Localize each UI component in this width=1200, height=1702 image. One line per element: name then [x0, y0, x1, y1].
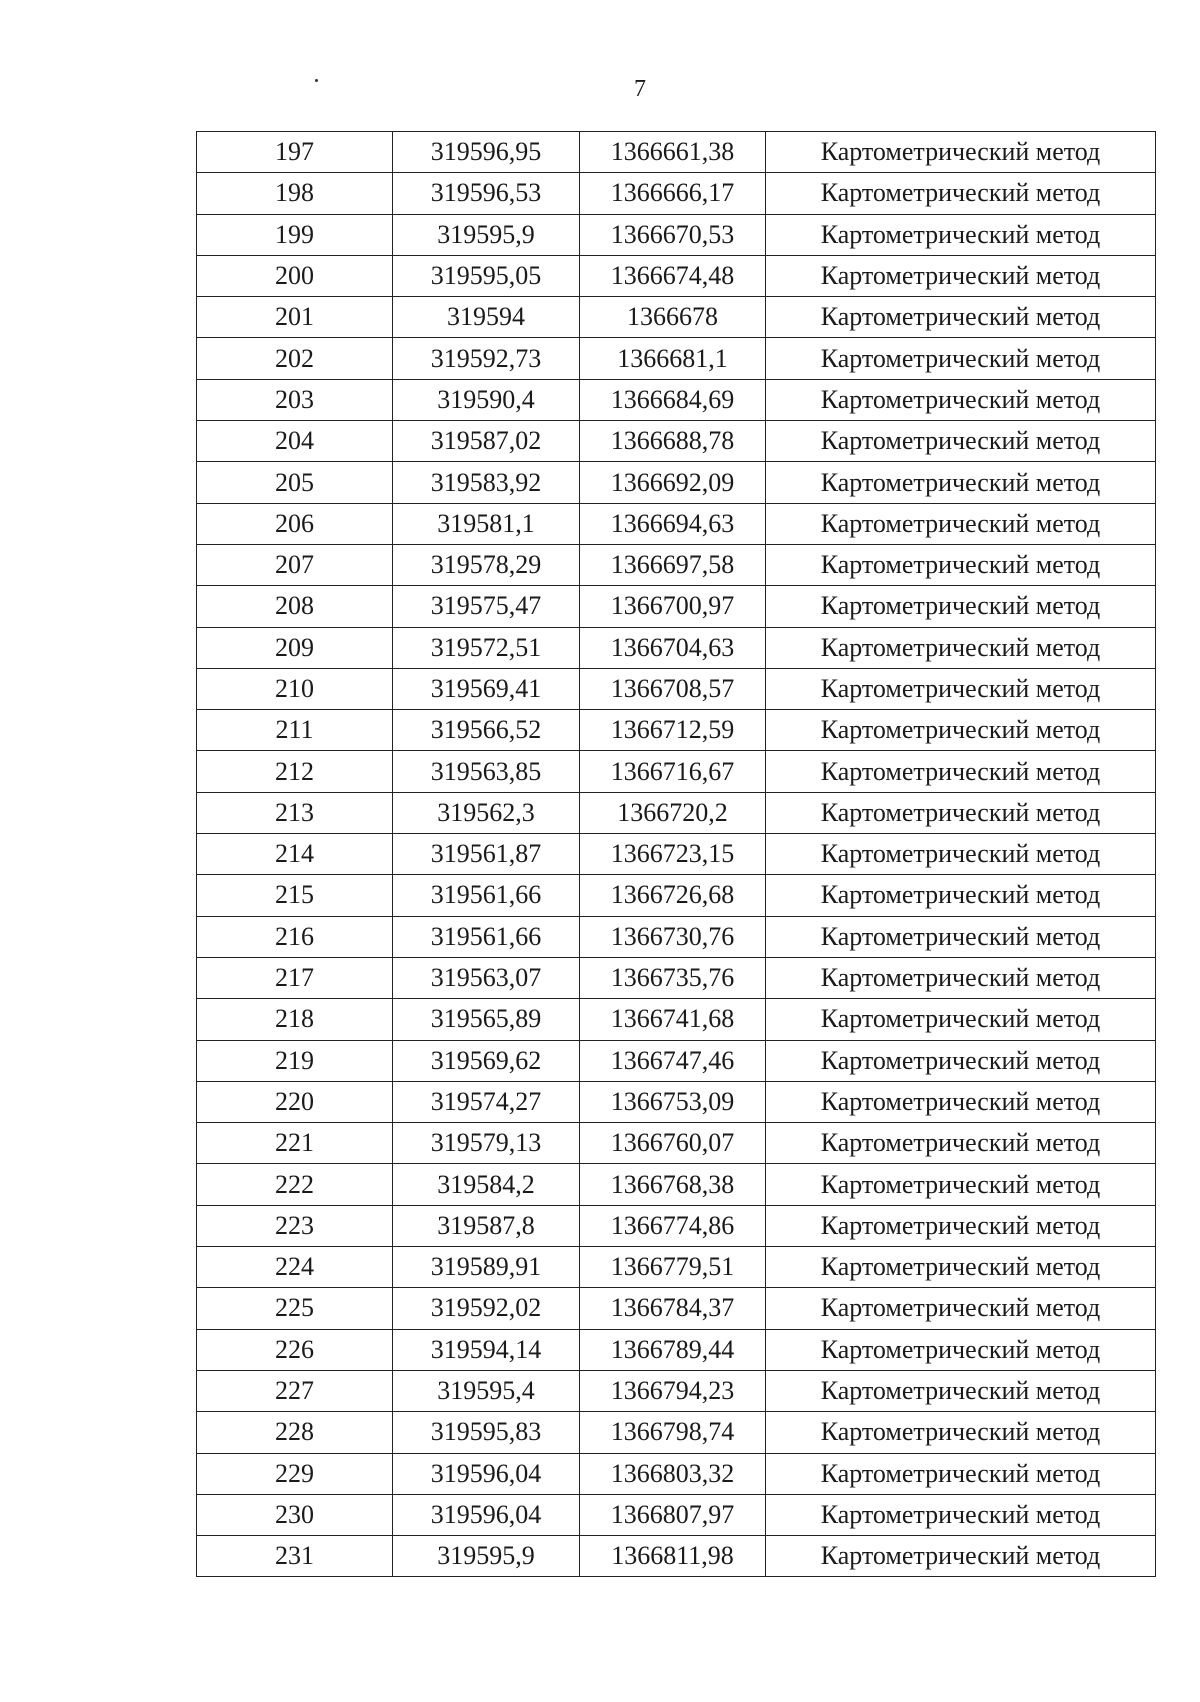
point-number-cell: 199: [197, 214, 393, 255]
table-row: [197, 503, 1156, 544]
x-coordinate-cell: 319563,85: [393, 751, 580, 792]
point-number-cell: 223: [197, 1205, 393, 1246]
table-row: [197, 214, 1156, 255]
x-coordinate-cell: 319594,14: [393, 1329, 580, 1370]
y-coordinate-cell: 1366697,58: [580, 544, 766, 585]
point-number-cell: 221: [197, 1123, 393, 1164]
table-row: [197, 255, 1156, 296]
method-cell: Картометрический метод: [766, 1412, 1156, 1453]
point-number-cell: 211: [197, 710, 393, 751]
method-cell: Картометрический метод: [766, 1494, 1156, 1535]
point-number-cell: 207: [197, 544, 393, 585]
table-row: [197, 544, 1156, 585]
point-number-cell: 212: [197, 751, 393, 792]
y-coordinate-cell: 1366768,38: [580, 1164, 766, 1205]
y-coordinate-cell: 1366741,68: [580, 999, 766, 1040]
point-number-cell: 216: [197, 916, 393, 957]
x-coordinate-cell: 319583,92: [393, 462, 580, 503]
method-cell: Картометрический метод: [766, 1536, 1156, 1577]
y-coordinate-cell: 1366803,32: [580, 1453, 766, 1494]
point-number-cell: 224: [197, 1247, 393, 1288]
point-number-cell: 217: [197, 957, 393, 998]
point-number-cell: 204: [197, 421, 393, 462]
point-number-cell: 230: [197, 1494, 393, 1535]
x-coordinate-cell: 319596,04: [393, 1494, 580, 1535]
table-row: [197, 710, 1156, 751]
y-coordinate-cell: 1366747,46: [580, 1040, 766, 1081]
point-number-cell: 200: [197, 255, 393, 296]
y-coordinate-cell: 1366688,78: [580, 421, 766, 462]
y-coordinate-cell: 1366661,38: [580, 132, 766, 173]
table-row: [197, 792, 1156, 833]
y-coordinate-cell: 1366704,63: [580, 627, 766, 668]
table-row: [197, 1123, 1156, 1164]
method-cell: Картометрический метод: [766, 792, 1156, 833]
y-coordinate-cell: 1366753,09: [580, 1081, 766, 1122]
x-coordinate-cell: 319581,1: [393, 503, 580, 544]
method-cell: Картометрический метод: [766, 214, 1156, 255]
table-row: [197, 668, 1156, 709]
table-row: [197, 1040, 1156, 1081]
x-coordinate-cell: 319592,73: [393, 338, 580, 379]
x-coordinate-cell: 319565,89: [393, 999, 580, 1040]
x-coordinate-cell: 319595,05: [393, 255, 580, 296]
y-coordinate-cell: 1366681,1: [580, 338, 766, 379]
table-row: [197, 338, 1156, 379]
method-cell: Картометрический метод: [766, 1329, 1156, 1370]
point-number-cell: 226: [197, 1329, 393, 1370]
coordinates-table-body: [197, 132, 1156, 1577]
y-coordinate-cell: 1366712,59: [580, 710, 766, 751]
method-cell: Картометрический метод: [766, 338, 1156, 379]
table-row: [197, 132, 1156, 173]
table-row: [197, 916, 1156, 957]
y-coordinate-cell: 1366774,86: [580, 1205, 766, 1246]
method-cell: Картометрический метод: [766, 379, 1156, 420]
point-number-cell: 231: [197, 1536, 393, 1577]
table-row: [197, 627, 1156, 668]
table-row: [197, 1370, 1156, 1411]
x-coordinate-cell: 319595,9: [393, 1536, 580, 1577]
x-coordinate-cell: 319578,29: [393, 544, 580, 585]
x-coordinate-cell: 319562,3: [393, 792, 580, 833]
table-row: [197, 751, 1156, 792]
y-coordinate-cell: 1366678: [580, 297, 766, 338]
table-row: [197, 1164, 1156, 1205]
y-coordinate-cell: 1366694,63: [580, 503, 766, 544]
point-number-cell: 220: [197, 1081, 393, 1122]
point-number-cell: 228: [197, 1412, 393, 1453]
method-cell: Картометрический метод: [766, 255, 1156, 296]
method-cell: Картометрический метод: [766, 627, 1156, 668]
point-number-cell: 214: [197, 834, 393, 875]
table-row: [197, 421, 1156, 462]
y-coordinate-cell: 1366684,69: [580, 379, 766, 420]
x-coordinate-cell: 319574,27: [393, 1081, 580, 1122]
y-coordinate-cell: 1366807,97: [580, 1494, 766, 1535]
y-coordinate-cell: 1366798,74: [580, 1412, 766, 1453]
method-cell: Картометрический метод: [766, 957, 1156, 998]
x-coordinate-cell: 319561,66: [393, 916, 580, 957]
table-row: [197, 586, 1156, 627]
x-coordinate-cell: 319596,95: [393, 132, 580, 173]
x-coordinate-cell: 319587,8: [393, 1205, 580, 1246]
method-cell: Картометрический метод: [766, 668, 1156, 709]
y-coordinate-cell: 1366794,23: [580, 1370, 766, 1411]
method-cell: Картометрический метод: [766, 834, 1156, 875]
method-cell: Картометрический метод: [766, 916, 1156, 957]
method-cell: Картометрический метод: [766, 710, 1156, 751]
x-coordinate-cell: 319595,83: [393, 1412, 580, 1453]
point-number-cell: 210: [197, 668, 393, 709]
table-row: [197, 173, 1156, 214]
y-coordinate-cell: 1366674,48: [580, 255, 766, 296]
x-coordinate-cell: 319594: [393, 297, 580, 338]
method-cell: Картометрический метод: [766, 132, 1156, 173]
y-coordinate-cell: 1366670,53: [580, 214, 766, 255]
point-number-cell: 222: [197, 1164, 393, 1205]
y-coordinate-cell: 1366760,07: [580, 1123, 766, 1164]
table-row: [197, 1536, 1156, 1577]
method-cell: Картометрический метод: [766, 586, 1156, 627]
method-cell: Картометрический метод: [766, 462, 1156, 503]
point-number-cell: 206: [197, 503, 393, 544]
table-row: [197, 1081, 1156, 1122]
table-row: [197, 1288, 1156, 1329]
method-cell: Картометрический метод: [766, 1370, 1156, 1411]
x-coordinate-cell: 319589,91: [393, 1247, 580, 1288]
method-cell: Картометрический метод: [766, 875, 1156, 916]
x-coordinate-cell: 319569,62: [393, 1040, 580, 1081]
point-number-cell: 209: [197, 627, 393, 668]
table-row: [197, 379, 1156, 420]
point-number-cell: 202: [197, 338, 393, 379]
method-cell: Картометрический метод: [766, 1123, 1156, 1164]
point-number-cell: 203: [197, 379, 393, 420]
method-cell: Картометрический метод: [766, 1247, 1156, 1288]
method-cell: Картометрический метод: [766, 1453, 1156, 1494]
method-cell: Картометрический метод: [766, 297, 1156, 338]
x-coordinate-cell: 319592,02: [393, 1288, 580, 1329]
method-cell: Картометрический метод: [766, 503, 1156, 544]
page-number: 7: [634, 76, 646, 102]
method-cell: Картометрический метод: [766, 1081, 1156, 1122]
x-coordinate-cell: 319584,2: [393, 1164, 580, 1205]
y-coordinate-cell: 1366779,51: [580, 1247, 766, 1288]
x-coordinate-cell: 319572,51: [393, 627, 580, 668]
x-coordinate-cell: 319563,07: [393, 957, 580, 998]
point-number-cell: 215: [197, 875, 393, 916]
method-cell: Картометрический метод: [766, 544, 1156, 585]
y-coordinate-cell: 1366789,44: [580, 1329, 766, 1370]
y-coordinate-cell: 1366735,76: [580, 957, 766, 998]
table-row: [197, 1453, 1156, 1494]
y-coordinate-cell: 1366811,98: [580, 1536, 766, 1577]
point-number-cell: 208: [197, 586, 393, 627]
point-number-cell: 198: [197, 173, 393, 214]
y-coordinate-cell: 1366726,68: [580, 875, 766, 916]
point-number-cell: 219: [197, 1040, 393, 1081]
x-coordinate-cell: 319575,47: [393, 586, 580, 627]
point-number-cell: 218: [197, 999, 393, 1040]
point-number-cell: 197: [197, 132, 393, 173]
method-cell: Картометрический метод: [766, 1164, 1156, 1205]
point-number-cell: 205: [197, 462, 393, 503]
method-cell: Картометрический метод: [766, 1205, 1156, 1246]
table-row: [197, 1412, 1156, 1453]
table-row: [197, 1247, 1156, 1288]
method-cell: Картометрический метод: [766, 1288, 1156, 1329]
table-row: [197, 297, 1156, 338]
x-coordinate-cell: 319590,4: [393, 379, 580, 420]
method-cell: Картометрический метод: [766, 173, 1156, 214]
table-row: [197, 999, 1156, 1040]
y-coordinate-cell: 1366784,37: [580, 1288, 766, 1329]
x-coordinate-cell: 319579,13: [393, 1123, 580, 1164]
table-row: [197, 462, 1156, 503]
table-row: [197, 834, 1156, 875]
x-coordinate-cell: 319566,52: [393, 710, 580, 751]
x-coordinate-cell: 319596,53: [393, 173, 580, 214]
method-cell: Картометрический метод: [766, 999, 1156, 1040]
y-coordinate-cell: 1366708,57: [580, 668, 766, 709]
x-coordinate-cell: 319561,66: [393, 875, 580, 916]
method-cell: Картометрический метод: [766, 751, 1156, 792]
y-coordinate-cell: 1366730,76: [580, 916, 766, 957]
method-cell: Картометрический метод: [766, 421, 1156, 462]
x-coordinate-cell: 319596,04: [393, 1453, 580, 1494]
x-coordinate-cell: 319569,41: [393, 668, 580, 709]
coordinates-table: [196, 131, 1156, 1577]
point-number-cell: 201: [197, 297, 393, 338]
y-coordinate-cell: 1366716,67: [580, 751, 766, 792]
table-row: [197, 875, 1156, 916]
table-row: [197, 1329, 1156, 1370]
x-coordinate-cell: 319595,4: [393, 1370, 580, 1411]
y-coordinate-cell: 1366720,2: [580, 792, 766, 833]
x-coordinate-cell: 319595,9: [393, 214, 580, 255]
point-number-cell: 225: [197, 1288, 393, 1329]
x-coordinate-cell: 319561,87: [393, 834, 580, 875]
method-cell: Картометрический метод: [766, 1040, 1156, 1081]
y-coordinate-cell: 1366723,15: [580, 834, 766, 875]
x-coordinate-cell: 319587,02: [393, 421, 580, 462]
table-row: [197, 1494, 1156, 1535]
point-number-cell: 229: [197, 1453, 393, 1494]
y-coordinate-cell: 1366666,17: [580, 173, 766, 214]
point-number-cell: 227: [197, 1370, 393, 1411]
table-row: [197, 957, 1156, 998]
y-coordinate-cell: 1366700,97: [580, 586, 766, 627]
y-coordinate-cell: 1366692,09: [580, 462, 766, 503]
table-row: [197, 1205, 1156, 1246]
point-number-cell: 213: [197, 792, 393, 833]
